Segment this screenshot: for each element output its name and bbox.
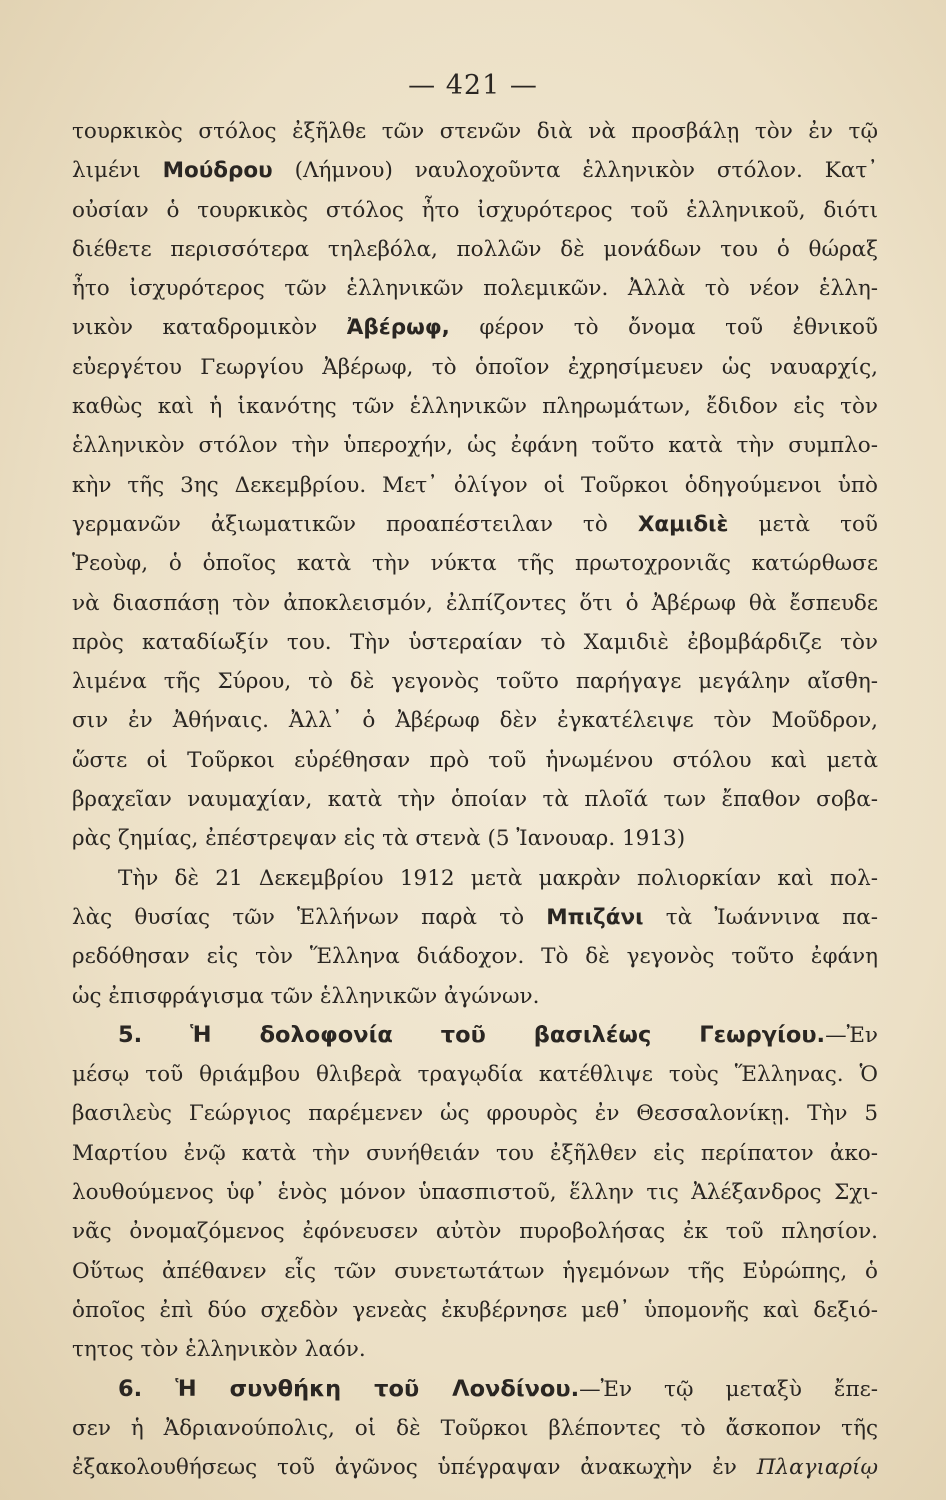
text-run: ὁποῖος ἐπὶ δύο σχεδὸν γενεὰς ἐκυβέρνησε μεθ᾽ ὑπομονῆς καὶ δεξιό-	[72, 1297, 878, 1323]
text-run: τουρκικὸς στόλος ἐξῆλθε τῶν στενῶν διὰ νὰ προσβάλῃ τὸν ἐν τῷ	[72, 119, 878, 144]
section-heading: 5. Ἡ δολοφονία τοῦ βασιλέως Γεωργίου.	[118, 1021, 826, 1048]
text-line	[72, 426, 878, 465]
text-line	[72, 937, 878, 976]
text-run: γερμανῶν ἀξιωματικῶν προαπέστειλαν τὸ	[72, 511, 638, 537]
text-run: ἦτο ἰσχυρότερος τῶν ἑλληνικῶν πολεμικῶν. Ἀλλὰ τὸ νέον ἑλλη-	[72, 276, 878, 302]
text-run: βασιλεὺς Γεώργιος παρέμενεν ὡς φρουρὸς ἐν Θεσσαλονίκῃ. Τὴν 5	[72, 1101, 878, 1127]
text-line	[72, 819, 878, 858]
text-line	[72, 1409, 878, 1448]
text-run: (Λήμνου) ναυλοχοῦντα ἑλληνικὸν στόλον. Κατ᾽	[272, 158, 878, 184]
text-run: σιν ἐν Ἀθήναις. Ἀλλ᾽ ὁ Ἀβέρωφ δὲν ἐγκατέλειψε τὸν Μοῦδρον,	[72, 708, 878, 734]
text-line	[72, 1330, 878, 1369]
text-run: λιμένι	[72, 158, 163, 184]
text-line	[72, 466, 878, 505]
text-line	[72, 1173, 878, 1212]
text-run: σεν ἡ Ἀδριανούπολις, οἱ δὲ Τοῦρκοι βλέποντες τὸ ἄσκοπον τῆς	[72, 1415, 878, 1441]
text-line	[72, 780, 878, 819]
text-run: φέρον τὸ ὄνομα τοῦ ἐθνικοῦ	[449, 315, 878, 341]
section-heading-line	[72, 1016, 878, 1055]
bold-name: Μπιζάνι	[546, 904, 644, 930]
text-run: ἐξακολουθήσεως τοῦ ἀγῶνος ὑπέγραψαν ἀνακωχὴν ἐν	[72, 1455, 757, 1481]
text-line	[72, 1212, 878, 1251]
text-run: Οὕτως ἀπέθανεν εἷς τῶν συνετωτάτων ἡγεμόνων τῆς Εὐρώπης, ὁ	[72, 1258, 878, 1284]
body-text	[72, 112, 878, 1487]
text-run: νικὸν καταδρομικὸν	[72, 315, 347, 341]
section-heading: 6. Ἡ συνθήκη τοῦ Λονδίνου.	[118, 1375, 580, 1402]
text-run: —Ἐν τῷ μεταξὺ ἔπε-	[579, 1376, 878, 1402]
italic-name: Πλαγιαρίῳ	[756, 1455, 878, 1481]
text-line	[72, 977, 878, 1016]
text-run: ὡς ἐπισφράγισμα τῶν ἑλληνικῶν ἀγώνων.	[72, 983, 540, 1009]
text-line	[72, 348, 878, 387]
text-line	[72, 505, 878, 544]
text-line	[72, 230, 878, 269]
text-run: τὰ Ἰωάννινα πα-	[643, 904, 878, 930]
text-run: Τὴν δὲ 21 Δεκεμβρίου 1912 μετὰ μακρὰν πολιορκίαν καὶ πολ-	[118, 865, 878, 891]
text-line	[72, 741, 878, 780]
text-run: Μαρτίου ἐνῷ κατὰ τὴν συνήθειάν του ἐξῆλθεν εἰς περίπατον ἀκο-	[72, 1140, 878, 1166]
text-run: νὰ διασπάσῃ τὸν ἀποκλεισμόν, ἐλπίζοντες ὅτι ὁ Ἀβέρωφ θὰ ἔσπευδε	[72, 590, 878, 616]
text-line	[72, 584, 878, 623]
text-line	[72, 1094, 878, 1133]
text-run: τητος τὸν ἑλληνικὸν λαόν.	[72, 1337, 366, 1363]
text-line	[72, 662, 878, 701]
text-line	[72, 1291, 878, 1330]
text-run: καθὼς καὶ ἡ ἱκανότης τῶν ἑλληνικῶν πληρωμάτων, ἔδιδον εἰς τὸν	[72, 394, 878, 420]
text-run: ὥστε οἱ Τοῦρκοι εὑρέθησαν πρὸ τοῦ ἡνωμένου στόλου καὶ μετὰ	[72, 747, 878, 773]
text-run: μέσῳ τοῦ θριάμβου θλιβερὰ τραγῳδία κατέθλιψε τοὺς Ἕλληνας. Ὁ	[72, 1062, 878, 1088]
text-line	[72, 151, 878, 190]
text-line	[72, 112, 878, 151]
text-line	[72, 1252, 878, 1291]
section-heading-line	[72, 1370, 878, 1409]
text-line	[72, 859, 878, 898]
text-run: βραχεῖαν ναυμαχίαν, κατὰ τὴν ὁποίαν τὰ πλοῖά των ἔπαθον σοβα-	[72, 787, 878, 813]
text-run: ρεδόθησαν εἰς τὸν Ἕλληνα διάδοχον. Τὸ δὲ γεγονὸς τοῦτο ἐφάνη	[72, 944, 878, 970]
text-line	[72, 544, 878, 583]
text-line	[72, 269, 878, 308]
text-run: κὴν τῆς 3ης Δεκεμβρίου. Μετ᾽ ὀλίγον οἱ Τοῦρκοι ὁδηγούμενοι ὑπὸ	[72, 472, 878, 498]
text-run: πρὸς καταδίωξίν του. Τὴν ὑστεραίαν τὸ Χαμιδιὲ ἐβομβάρδιζε τὸν	[72, 629, 878, 655]
text-line	[72, 1055, 878, 1094]
text-line	[72, 191, 878, 230]
bold-name: Μούδρου	[162, 158, 273, 184]
page-number: — 421 —	[408, 70, 538, 101]
text-run: οὐσίαν ὁ τουρκικὸς στόλος ἦτο ἰσχυρότερος τοῦ ἑλληνικοῦ, διότι	[72, 197, 878, 223]
text-run: λιμένα τῆς Σύρου, τὸ δὲ γεγονὸς τοῦτο παρήγαγε μεγάλην αἴσθη-	[72, 669, 878, 695]
text-run: νᾶς ὀνομαζόμενος ἐφόνευσεν αὐτὸν πυροβολήσας ἐκ τοῦ πλησίον.	[72, 1219, 878, 1245]
text-run: Ῥεοὺφ, ὁ ὁποῖος κατὰ τὴν νύκτα τῆς πρωτοχρονιᾶς κατώρθωσε	[72, 551, 878, 577]
text-run: ἑλληνικὸν στόλον τὴν ὑπεροχήν, ὡς ἐφάνη τοῦτο κατὰ τὴν συμπλο-	[72, 433, 878, 459]
text-run: μετὰ τοῦ	[728, 511, 878, 537]
text-run: διέθετε περισσότερα τηλεβόλα, πολλῶν δὲ μονάδων του ὁ θώραξ	[72, 236, 878, 262]
text-run: λουθούμενος ὑφ᾽ ἑνὸς μόνον ὑπασπιστοῦ, ἕλλην τις Ἀλέξανδρος Σχι-	[72, 1180, 878, 1206]
text-run: —Ἐν	[825, 1022, 878, 1048]
text-line	[72, 1134, 878, 1173]
bold-name: Χαμιδιὲ	[637, 511, 729, 537]
text-run: ρὰς ζημίας, ἐπέστρεψαν εἰς τὰ στενὰ (5 Ἰανουαρ. 1913)	[72, 826, 686, 852]
text-line	[72, 308, 878, 347]
text-line	[72, 898, 878, 937]
text-line	[72, 387, 878, 426]
bold-name: Ἀβέρωφ,	[346, 315, 450, 341]
text-run: εὐεργέτου Γεωργίου Ἀβέρωφ, τὸ ὁποῖον ἐχρησίμευεν ὡς ναυαρχίς,	[72, 354, 878, 380]
text-line	[72, 1448, 878, 1487]
text-line	[72, 701, 878, 740]
text-line	[72, 623, 878, 662]
text-run: λὰς θυσίας τῶν Ἑλλήνων παρὰ τὸ	[72, 904, 547, 930]
